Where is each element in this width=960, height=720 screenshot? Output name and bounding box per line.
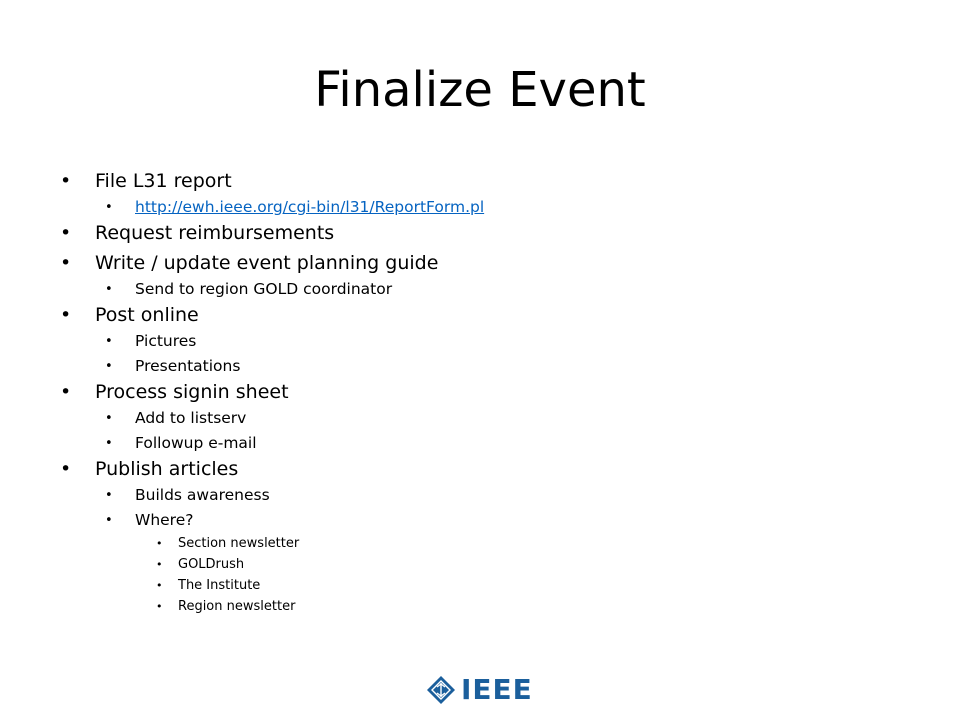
bullet-icon: • [105, 411, 113, 426]
list-item [60, 277, 900, 302]
list-item [60, 554, 900, 575]
list-item [60, 483, 900, 508]
list-item-text: Followup e-mail [135, 434, 257, 452]
bullet-icon: • [156, 600, 163, 613]
list-item-text: Where? [135, 511, 194, 529]
list-item [60, 456, 900, 483]
list-item-text: Write / update event planning guide [95, 252, 439, 274]
bullet-icon: • [60, 222, 72, 244]
bullet-icon: • [105, 436, 113, 451]
slide-title: Finalize Event [314, 62, 646, 118]
list-item-text: Publish articles [95, 458, 239, 480]
list-item-text: Presentations [135, 357, 241, 375]
list-item-text: Request reimbursements [95, 222, 335, 244]
bullet-list [60, 168, 900, 617]
bullet-icon: • [156, 537, 163, 550]
list-item-text: Post online [95, 304, 199, 326]
list-item [60, 329, 900, 354]
list-item-text: Add to listserv [135, 409, 247, 427]
list-item [60, 250, 900, 277]
bullet-icon: • [105, 334, 113, 349]
list-item [60, 533, 900, 554]
bullet-icon: • [105, 488, 113, 503]
bullet-icon: • [105, 359, 113, 374]
bullet-icon: • [105, 200, 113, 215]
list-item [60, 354, 900, 379]
list-item [60, 220, 900, 247]
list-item-text: File L31 report [95, 170, 232, 192]
list-item-text: Section newsletter [178, 536, 300, 551]
bullet-icon: • [105, 513, 113, 528]
list-item-text: Pictures [135, 332, 197, 350]
list-item-text: Process signin sheet [95, 381, 289, 403]
bullet-icon: • [60, 304, 72, 326]
bullet-icon: • [60, 252, 72, 274]
ieee-logo-text: IEEE [461, 673, 533, 706]
list-item [60, 379, 900, 406]
list-item [60, 508, 900, 533]
bullet-icon: • [60, 170, 72, 192]
bullet-icon: • [105, 282, 113, 297]
list-item [60, 596, 900, 617]
list-item [60, 406, 900, 431]
bullet-icon: • [156, 558, 163, 571]
list-item [60, 575, 900, 596]
ieee-logo [426, 671, 533, 709]
list-item [60, 195, 900, 220]
bullet-icon: • [156, 579, 163, 592]
list-item-text: Region newsletter [178, 599, 296, 614]
list-item-text: GOLDrush [178, 557, 245, 572]
list-item [60, 302, 900, 329]
list-item [60, 168, 900, 195]
list-item-text: The Institute [178, 578, 261, 593]
ieee-diamond-logo-icon [426, 675, 456, 705]
bullet-icon: • [60, 458, 72, 480]
list-item-text: Send to region GOLD coordinator [135, 280, 393, 298]
list-item-text: Builds awareness [135, 486, 270, 504]
report-form-link[interactable]: http://ewh.ieee.org/cgi-bin/l31/ReportForm.pl [135, 198, 485, 216]
bullet-icon: • [60, 381, 72, 403]
list-item [60, 431, 900, 456]
